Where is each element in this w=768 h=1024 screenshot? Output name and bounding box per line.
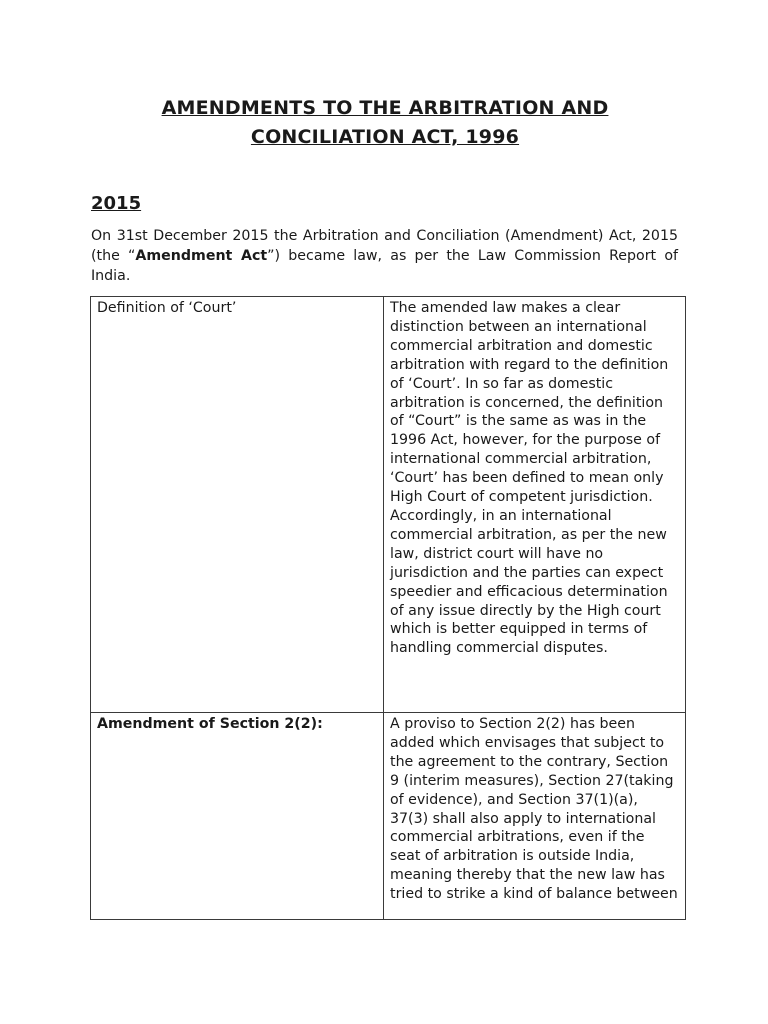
intro-text-part-2: ”) became law, as per the Law Commission Report of India. xyxy=(91,248,678,284)
row-description-cell xyxy=(384,713,686,920)
row-label: Definition of ‘Court’ xyxy=(97,300,237,316)
row-label: Amendment of Section 2(2): xyxy=(97,716,323,732)
table-row xyxy=(91,713,686,920)
row-label-cell xyxy=(91,297,384,713)
row-description: The amended law makes a clear distinction between an international commercial arbitration and domestic arbitration with regard to the definition of ‘Court’. In so far as domestic arbitration is concerned, the definition of “Court” is the same as was in the 1996 Act, however, for the purpose of international commercial arbitration, ‘Court’ has been defined to mean only High Court of competent jurisdiction. Accordingly, in an international commercial arbitration, as per the new law, district court will have no jurisdiction and the parties can expect speedier and efficacious determination of any issue directly by the High court which is better equipped in terms of handling commercial disputes. xyxy=(390,300,669,657)
amendments-table xyxy=(90,296,686,920)
table-row xyxy=(91,297,686,713)
section-year-heading: 2015 xyxy=(91,193,142,214)
title-line-2: CONCILIATION ACT, 1996 xyxy=(250,126,520,148)
intro-text-part-1: On 31st December 2015 the Arbitration and Conciliation (Amendment) Act, 2015 (the “ xyxy=(91,228,678,264)
row-label-cell xyxy=(91,713,384,920)
title-line-1: AMENDMENTS TO THE ARBITRATION AND xyxy=(161,97,609,119)
intro-paragraph xyxy=(91,226,678,286)
document-title xyxy=(90,94,680,152)
intro-bold-term: Amendment Act xyxy=(135,248,268,264)
row-description-cell xyxy=(384,297,686,713)
row-description: A proviso to Section 2(2) has been added which envisages that subject to the agreement to the contrary, Section 9 (interim measures), Section 27(taking of evidence), and Section 37(1)(a), 37(3) shall also apply to international commercial arbitrations, even if the seat of arbitration is outside India, meaning thereby that the new law has tried to strike a kind of balance between xyxy=(390,716,678,903)
